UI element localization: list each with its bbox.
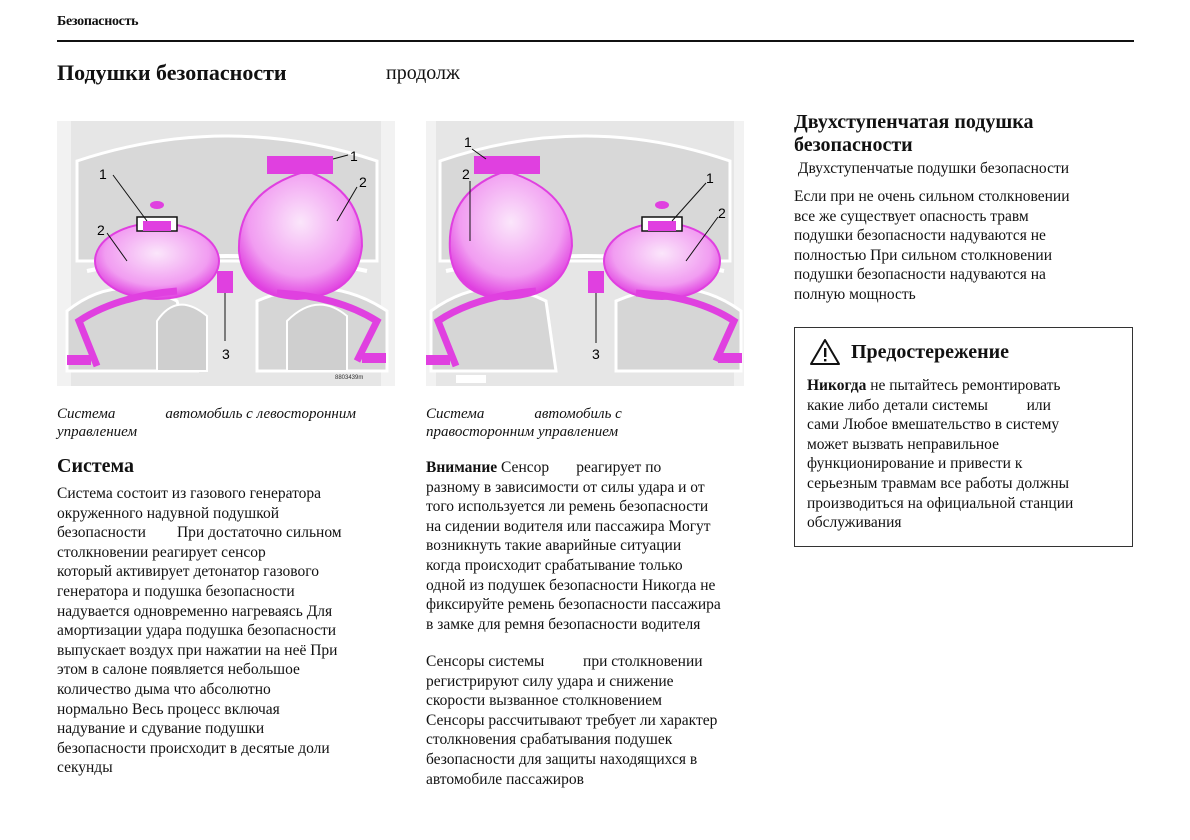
driver-airbag	[95, 223, 219, 299]
system-line: надувается одновременно нагреваясь Для	[57, 602, 333, 620]
figure-rhd-caption	[426, 405, 766, 441]
attention-line: когда происходит срабатывание только	[426, 556, 683, 574]
warning-line: обслуживания	[807, 514, 902, 532]
sensors-line: автомобиле пассажиров	[426, 770, 584, 788]
two-stage-subtitle: Двухступенчатые подушки безопасности	[794, 160, 1070, 177]
attention-line: разному в зависимости от силы удара и от	[426, 478, 705, 496]
caption-lhd-c: управлением	[57, 424, 138, 440]
figure-code: 8803439m	[335, 375, 364, 381]
two-stage-paragraph	[794, 187, 1139, 305]
callout-1-passenger: 1	[350, 148, 358, 164]
two-stage-line: полностью При сильном столкновении	[794, 246, 1053, 264]
attention-line: в замке для ремня безопасности водителя	[426, 615, 701, 633]
header-rule	[57, 40, 1134, 42]
system-line: секунды	[57, 759, 113, 777]
caption-rhd-a: Система	[426, 406, 485, 422]
callout-3-sensor-rhd: 3	[592, 346, 600, 362]
system-line: амортизации удара подушка безопасности	[57, 622, 337, 640]
sensor-unit-rhd	[588, 271, 604, 293]
warning-title: Предостережение	[851, 340, 1010, 363]
page-title: Подушки безопасности	[57, 60, 287, 85]
figure-lhd-airbags	[57, 121, 395, 386]
two-stage-line: подушки безопасности надуваются не	[794, 227, 1046, 245]
warning-box	[794, 327, 1133, 547]
warning-line: какие либо детали системы или	[807, 396, 1051, 414]
sensors-line: регистрируют силу удара и снижение	[426, 672, 674, 690]
two-stage-line: все же существует опасность травм	[794, 207, 1029, 225]
rhd-airbag-illustration	[426, 121, 744, 386]
two-stage-heading	[794, 111, 1033, 157]
caption-rhd-b: автомобиль с	[534, 406, 622, 422]
callout-2-driver-rhd: 2	[718, 205, 726, 221]
system-heading: Система	[57, 455, 135, 477]
system-line: этом в салоне появляется небольшое	[57, 661, 300, 679]
lhd-airbag-illustration	[57, 121, 395, 386]
system-line: количество дыма что абсолютно	[57, 680, 271, 698]
system-line: окруженного надувной подушкой	[57, 504, 279, 522]
two-stage-title-1: Двухступенчатая подушка	[794, 111, 1034, 133]
system-paragraph	[57, 484, 397, 778]
warning-line: серьезным травмам все работы должны	[807, 474, 1070, 492]
attention-line: того используется ли ремень безопасности	[426, 498, 709, 516]
system-line: выпускает воздух при нажатии на неё При	[57, 641, 338, 659]
callout-1-driver-rhd: 1	[706, 170, 714, 186]
callout-2-driver: 2	[97, 222, 105, 238]
callout-1-driver: 1	[99, 166, 107, 182]
callout-3-sensor: 3	[222, 346, 230, 362]
system-line: столкновении реагирует сенсор	[57, 543, 266, 561]
sensors-line: Сенсоры рассчитывают требует ли характер	[426, 711, 718, 729]
callout-2-passenger-rhd: 2	[462, 166, 470, 182]
warning-line: функционирование и привести к	[807, 455, 1023, 473]
attention-line: одной из подушек безопасности Никогда не	[426, 576, 716, 594]
driver-airbag-rhd	[604, 223, 720, 299]
sensors-line: столкновения срабатывания подушек	[426, 731, 673, 749]
warning-lead: Никогда	[807, 377, 867, 394]
attention-first-line: Сенсор реагирует по	[497, 459, 662, 476]
warning-line: сами Любое вмешательство в систему	[807, 416, 1060, 434]
sensors-line: безопасности для защиты находящихся в	[426, 750, 698, 768]
two-stage-line: Если при не очень сильном столкновении	[794, 188, 1070, 205]
system-line: безопасности При достаточно сильном	[57, 524, 342, 542]
warning-triangle-icon	[809, 338, 841, 366]
attention-line: возникнуть такие аварийные ситуации	[426, 537, 682, 555]
attention-paragraph	[426, 458, 771, 634]
caption-lhd-a: Система	[57, 406, 116, 422]
warning-first-line: не пытайтесь ремонтировать	[866, 377, 1061, 394]
system-line: надувание и сдувание подушки	[57, 720, 265, 738]
caption-lhd-b: автомобиль с левосторонним	[165, 406, 356, 422]
system-line: безопасности происходит в десятые доли	[57, 739, 330, 757]
two-stage-line: полную мощность	[794, 285, 916, 303]
warning-line: производиться на официальной станции	[807, 494, 1074, 512]
page-title-continued: продолж	[386, 62, 460, 84]
sensors-line: скорости вызванное столкновением	[426, 692, 662, 710]
system-line: нормально Весь процесс включая	[57, 700, 280, 718]
sensor-unit	[217, 271, 233, 293]
two-stage-title-2: безопасности	[794, 134, 913, 156]
sensors-paragraph	[426, 652, 771, 789]
figure-lhd-caption	[57, 405, 397, 441]
running-header: Безопасность	[57, 14, 139, 29]
figure-rhd-airbags	[426, 121, 744, 386]
system-line: который активирует детонатор газового	[57, 563, 319, 581]
sensors-line: Сенсоры системы при столкновении	[426, 653, 703, 670]
two-stage-line: подушки безопасности надуваются на	[794, 266, 1046, 284]
attention-label: Внимание	[426, 459, 498, 476]
callout-2-passenger: 2	[359, 174, 367, 190]
caption-rhd-c: правосторонним управлением	[426, 424, 619, 440]
system-line: Система состоит из газового генератора	[57, 485, 322, 502]
attention-line: на сидении водителя или пассажира Могут	[426, 517, 711, 535]
system-line: генератора и подушка безопасности	[57, 582, 295, 600]
warning-line: может вызвать неправильное	[807, 435, 1000, 453]
callout-1-passenger-rhd: 1	[464, 134, 472, 150]
attention-line: фиксируйте ремень безопасности пассажира	[426, 596, 721, 614]
